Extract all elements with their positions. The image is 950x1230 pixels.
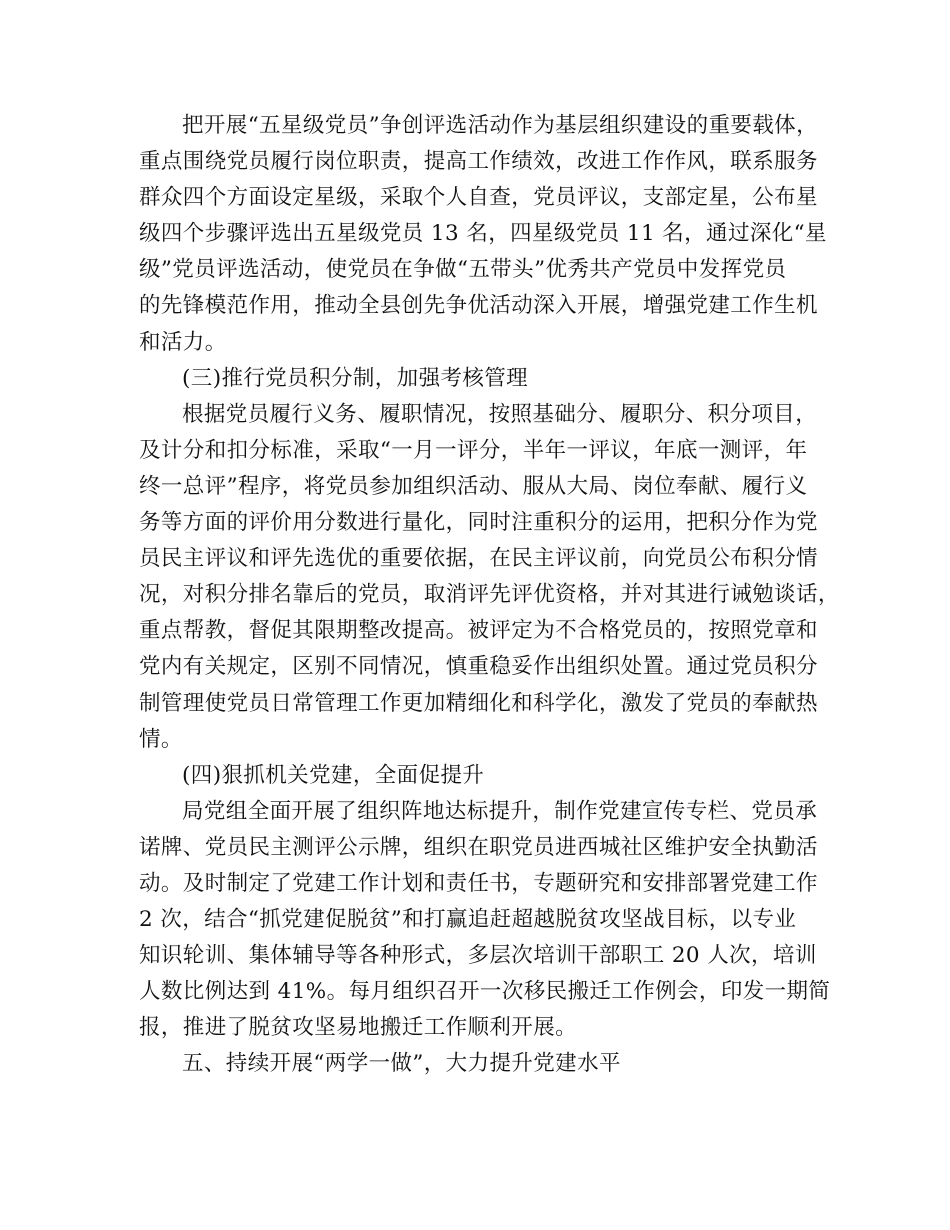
text-line: 知识轮训、集体辅导等各种形式，多层次培训干部职工 20 人次，培训	[139, 943, 817, 969]
text-line: 和活力。	[139, 329, 227, 355]
text-line: 的先锋模范作用，推动全县创先争优活动深入开展，增强党建工作生机	[139, 293, 818, 319]
text-line: 2 次，结合“抓党建促脱贫”和打赢追赶超越脱贫攻坚战目标，以专业	[139, 907, 797, 933]
text-line: 情。	[139, 726, 183, 752]
text-line: 员民主评议和评先选优的重要依据，在民主评议前，向党员公布积分情	[139, 546, 818, 572]
text-line: 根据党员履行义务、履职情况，按照基础分、履职分、积分项目，	[182, 401, 818, 427]
text-line: 诺牌、党员民主测评公示牌，组织在职党员进西城社区维护安全执勤活	[139, 834, 818, 860]
text-line: 局党组全面开展了组织阵地达标提升，制作党建宣传专栏、党员承	[182, 798, 818, 824]
text-line: 人数比例达到 41%。每月组织召开一次移民搬迁工作例会，印发一期简	[139, 979, 831, 1005]
text-line: 党内有关规定，区别不同情况，慎重稳妥作出组织处置。通过党员积分	[139, 654, 818, 680]
text-line: 重点围绕党员履行岗位职责，提高工作绩效，改进工作作风，联系服务	[139, 149, 818, 175]
text-line: 终一总评”程序，将党员参加组织活动、服从大局、岗位奉献、履行义	[139, 473, 808, 499]
text-line: 级”党员评选活动，使党员在争做“五带头”优秀共产党员中发挥党员	[139, 257, 787, 283]
text-line: 动。及时制定了党建工作计划和责任书，专题研究和安排部署党建工作	[139, 870, 818, 896]
section-heading-two-studies-one-action: 五、持续开展“两学一做”，大力提升党建水平	[182, 1051, 621, 1077]
text-line: 把开展“五星级党员”争创评选活动作为基层组织建设的重要载体，	[182, 113, 818, 138]
text-line: 况，对积分排名靠后的党员，取消评先评优资格，并对其进行诫勉谈话，	[139, 582, 840, 608]
section-heading-organ-party-building: (四)狠抓机关党建，全面促提升	[182, 762, 485, 788]
text-line: 及计分和扣分标准，采取“一月一评分，半年一评议，年底一测评，年	[139, 437, 808, 463]
text-line: 务等方面的评价用分数进行量化，同时注重积分的运用，把积分作为党	[139, 510, 818, 536]
text-line: 制管理使党员日常管理工作更加精细化和科学化，激发了党员的奉献热	[139, 690, 818, 716]
paragraph-five-star-evaluation	[139, 108, 827, 361]
paragraph-organ-party-building	[139, 794, 831, 1047]
document-body	[139, 108, 840, 1083]
text-line: 群众四个方面设定星级，采取个人自查，党员评议，支部定星，公布星	[139, 185, 818, 211]
text-line: 报，推进了脱贫攻坚易地搬迁工作顺利开展。	[139, 1015, 578, 1041]
paragraph-points-system	[139, 397, 840, 758]
text-line: 级四个步骤评选出五星级党员 13 名，四星级党员 11 名，通过深化“星	[139, 221, 827, 247]
section-heading-points-system: (三)推行党员积分制，加强考核管理	[182, 365, 529, 391]
text-line: 重点帮教，督促其限期整改提高。被评定为不合格党员的，按照党章和	[139, 618, 818, 644]
